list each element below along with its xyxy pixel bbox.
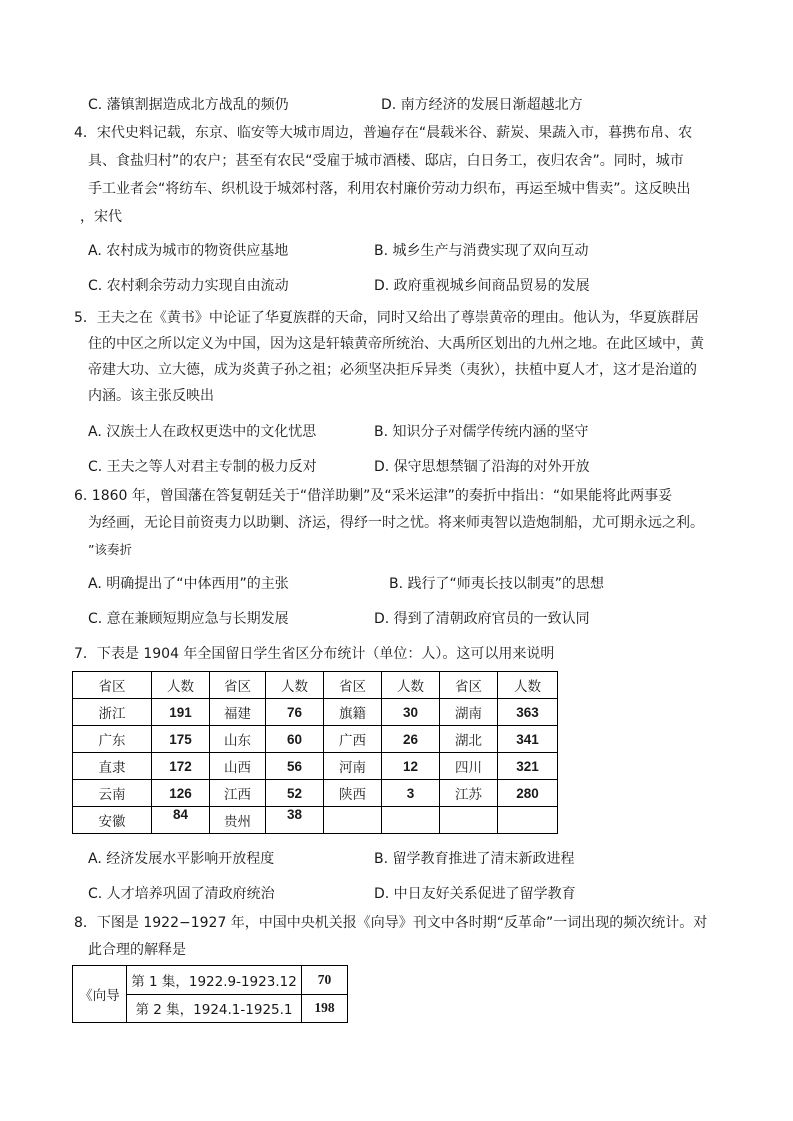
table-cell: 126 <box>152 780 210 807</box>
table-cell: 安徽 <box>73 807 152 834</box>
table-cell: 山东 <box>210 726 266 753</box>
table-cell: 云南 <box>73 780 152 807</box>
table-cell: 321 <box>498 753 558 780</box>
table-cell: 江苏 <box>440 780 498 807</box>
table-cell: 贵州 <box>210 807 266 834</box>
table-cell: 浙江 <box>73 699 152 726</box>
table-cell: 76 <box>266 699 324 726</box>
q5-option-a: A. 汉族士人在政权更迭中的文化忧思 <box>88 424 317 440</box>
table-cell <box>324 807 382 834</box>
q5-stem-line-2: 住的中区之所以定义为中国，因为这是轩辕黄帝所统治、大禹所区划出的九州之地。在此区域中，黄 <box>88 336 704 352</box>
table-cell: 84 <box>152 807 210 834</box>
table-cell: 280 <box>498 780 558 807</box>
table-cell <box>382 807 440 834</box>
q4-stem-line-1: 4．宋代史料记载，东京、临安等大城市周边，普遍存在“晨载米谷、薪炭、果蔬入市，暮携布帛、农 <box>74 125 693 141</box>
q7-option-b: B. 留学教育推进了清末新政进程 <box>374 851 575 867</box>
q5-option-d: D. 保守思想禁锢了沿海的对外开放 <box>374 459 590 475</box>
table-cell: 第 2 集，1924.1-1925.1 <box>127 994 302 1023</box>
table-header-cell: 省区 <box>210 672 266 699</box>
q4-option-d: D. 政府重视城乡间商品贸易的发展 <box>374 278 590 294</box>
table-cell: 湖南 <box>440 699 498 726</box>
table-cell: 52 <box>266 780 324 807</box>
q5-stem-line-4: 内涵。该主张反映出 <box>88 388 214 404</box>
table-header-cell: 省区 <box>440 672 498 699</box>
table-cell: 60 <box>266 726 324 753</box>
table-cell: 陕西 <box>324 780 382 807</box>
table-header-cell: 人数 <box>382 672 440 699</box>
table-cell: 旗籍 <box>324 699 382 726</box>
table-row <box>73 780 558 807</box>
table-cell: 《向导 <box>73 966 127 1023</box>
table-cell <box>440 807 498 834</box>
table-header-cell: 省区 <box>73 672 152 699</box>
q6-stem-line-1: 6. 1860 年，曾国藩在答复朝廷关于“借洋助剿”及“采米运津”的奏折中指出：“如果能将此两事妥 <box>74 488 673 504</box>
table-cell: 191 <box>152 699 210 726</box>
table-row <box>73 726 558 753</box>
q4-stem-line-2: 具、食盐归村”的农户；甚至有农民“受雇于城市酒楼、邸店，白日务工，夜归农舍”。同时，城市 <box>88 153 684 169</box>
q8-stem-line-2: 此合理的解释是 <box>88 942 186 958</box>
q6-option-c: C. 意在兼顾短期应急与长期发展 <box>88 611 289 627</box>
q7-option-c: C. 人才培养巩固了清政府统治 <box>88 886 275 902</box>
table-cell: 广东 <box>73 726 152 753</box>
q7-option-a: A. 经济发展水平影响开放程度 <box>88 851 275 867</box>
table-cell: 第 1 集，1922.9-1923.12 <box>127 966 302 995</box>
table-cell: 河南 <box>324 753 382 780</box>
table-cell: 198 <box>302 994 348 1023</box>
q5-stem-line-3: 帝建大功、立大德，成为炎黄子孙之祖；必须坚决拒斥异类（夷狄），扶植中夏人才，这才是治道的 <box>88 362 697 378</box>
table-cell: 172 <box>152 753 210 780</box>
table-row <box>73 753 558 780</box>
q6-stem-line-2: 为经画，无论目前资夷力以助剿、济运，得纾一时之忧。将来师夷智以造炮制船，尤可期永远之利。 <box>88 515 704 531</box>
table-cell: 江西 <box>210 780 266 807</box>
table-row <box>73 699 558 726</box>
q4-stem-line-4: ，宋代 <box>80 209 122 225</box>
table-cell: 175 <box>152 726 210 753</box>
table-header-row <box>73 672 558 699</box>
study-abroad-table <box>72 671 558 834</box>
table-cell: 70 <box>302 966 348 995</box>
q3-option-c: C. 藩镇割据造成北方战乱的频仍 <box>88 97 289 113</box>
q7-option-d: D. 中日友好关系促进了留学教育 <box>374 886 576 902</box>
table-header-cell: 人数 <box>152 672 210 699</box>
table-cell: 26 <box>382 726 440 753</box>
table-header-cell: 人数 <box>266 672 324 699</box>
table-cell: 3 <box>382 780 440 807</box>
q6-option-a: A. 明确提出了“中体西用”的主张 <box>88 576 289 592</box>
table-row <box>73 807 558 834</box>
table-cell: 341 <box>498 726 558 753</box>
table-header-cell: 省区 <box>324 672 382 699</box>
q8-stem-line-1: 8．下图是 1922−1927 年，中国中央机关报《向导》刊文中各时期“反革命”一词出现的频次统计。对 <box>74 915 708 931</box>
q4-option-c: C. 农村剩余劳动力实现自由流动 <box>88 278 289 294</box>
q6-option-d: D. 得到了清朝政府官员的一致认同 <box>374 611 590 627</box>
table-cell: 湖北 <box>440 726 498 753</box>
q4-option-b: B. 城乡生产与消费实现了双向互动 <box>374 243 589 259</box>
q4-stem-line-3: 手工业者会“将纺车、织机设于城郊村落，利用农村廉价劳动力织布，再运至城中售卖”。这反映出 <box>88 181 691 197</box>
table-cell: 福建 <box>210 699 266 726</box>
table-cell: 广西 <box>324 726 382 753</box>
q5-option-c: C. 王夫之等人对君主专制的极力反对 <box>88 459 317 475</box>
table-cell: 30 <box>382 699 440 726</box>
table-cell: 山西 <box>210 753 266 780</box>
q4-option-a: A. 农村成为城市的物资供应基地 <box>88 243 289 259</box>
q7-stem: 7．下表是 1904 年全国留日学生省区分布统计（单位：人）。这可以用来说明 <box>74 646 555 662</box>
q5-stem-line-1: 5．王夫之在《黄书》中论证了华夏族群的天命，同时又给出了尊崇黄帝的理由。他认为，华夏族群居 <box>74 310 699 326</box>
table-cell: 四川 <box>440 753 498 780</box>
xiangdao-table <box>72 965 348 1023</box>
q6-stem-line-3: ”该奏折 <box>88 542 132 557</box>
table-cell: 363 <box>498 699 558 726</box>
q6-option-b: B. 践行了“师夷长技以制夷”的思想 <box>389 576 605 592</box>
table-cell: 直隶 <box>73 753 152 780</box>
table-cell: 56 <box>266 753 324 780</box>
table-header-cell: 人数 <box>498 672 558 699</box>
table-cell: 12 <box>382 753 440 780</box>
table-cell <box>498 807 558 834</box>
q3-option-d: D. 南方经济的发展日渐超越北方 <box>381 97 583 113</box>
q5-option-b: B. 知识分子对儒学传统内涵的坚守 <box>374 424 589 440</box>
table-cell: 38 <box>266 807 324 834</box>
table-row <box>73 966 348 995</box>
